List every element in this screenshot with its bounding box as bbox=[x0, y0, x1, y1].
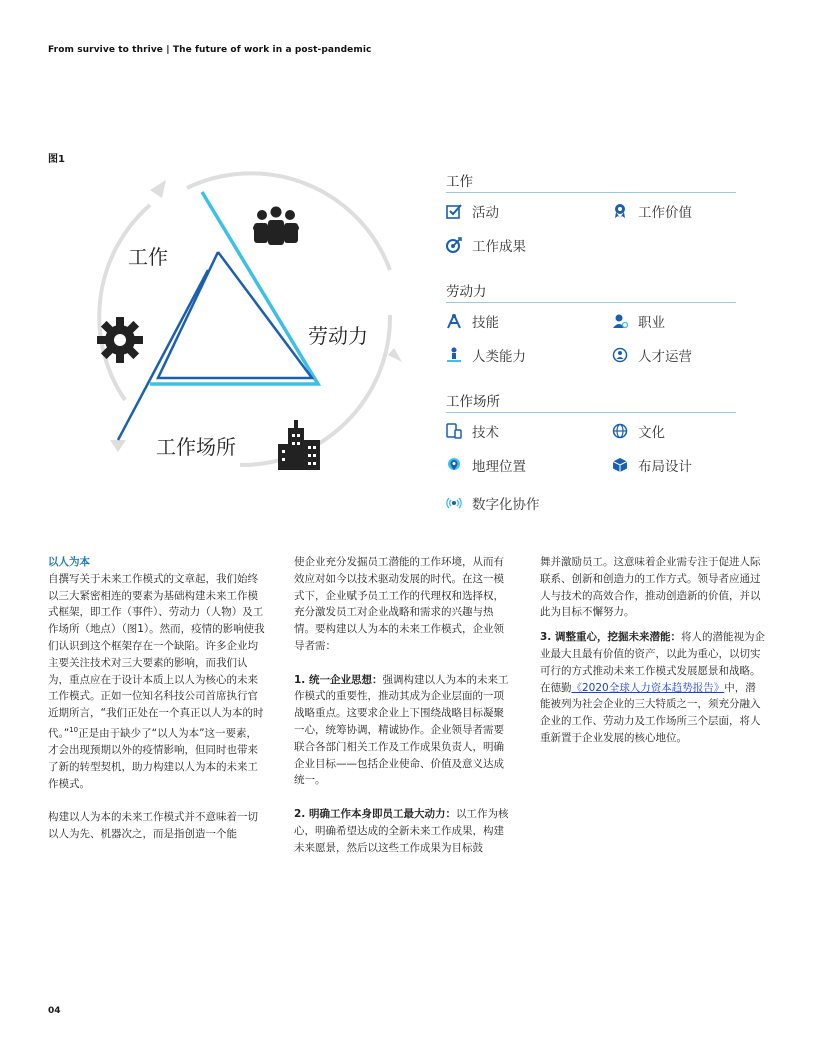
legend-item-layout-design bbox=[612, 455, 692, 475]
legend-item-technology bbox=[446, 421, 499, 441]
numbered-item bbox=[294, 672, 512, 790]
person-podium-icon bbox=[446, 347, 462, 363]
broadcast-icon bbox=[446, 495, 462, 511]
legend-item-label: 地理位置 bbox=[472, 459, 526, 475]
legend-workplace bbox=[446, 390, 736, 513]
legend-item-outcome bbox=[446, 235, 526, 255]
footnote-marker: 10 bbox=[69, 725, 79, 734]
legend-work bbox=[446, 170, 736, 255]
paragraph-text: 正是由于缺少了“以人为本”这一要素，才会出现预期以外的疫情影响，但同时也带来了新的转型契机，助力构建以人为本的未来工作模式。 bbox=[48, 727, 258, 790]
numbered-item bbox=[540, 629, 766, 747]
item-title: 2. 明确工作本身即员工最大动力： bbox=[294, 807, 456, 820]
paragraph: 使企业充分发掘员工潜能的工作环境，从而有效应对如今以技术驱动发展的时代。在这一模式下，企业赋予员工工作的代理权和选择权，充分激发员工对企业战略和需求的兴趣与热情。要构建以人为本的未来工作模式，企业领导者需： bbox=[294, 556, 504, 652]
compass-icon bbox=[446, 313, 462, 329]
target-icon bbox=[446, 237, 462, 253]
legend-item-work-value bbox=[612, 201, 692, 221]
text-column-1 bbox=[48, 554, 266, 843]
legend-workforce-items bbox=[446, 303, 736, 383]
page-number: 04 bbox=[48, 1006, 61, 1016]
legend-item-label: 活动 bbox=[472, 205, 499, 221]
legend-item-label: 职业 bbox=[638, 315, 665, 331]
report-link[interactable]: 《2020全球人力资本趋势报告》 bbox=[571, 681, 725, 694]
paragraph-text: 自撰写关于未来工作模式的文章起，我们始终以三大紧密相连的要素为基础构建未来工作模式框架，即工作（事件）、劳动力（人物）及工作场所（地点）（图1）。然而，疫情的影响使我们认识到这个框架存在一个缺陷。许多企业均主要关注技术对三大要素的影响，而我们认为，重点应在于设计本质上以人为核心的未来工作模式。正如一位知名科技公司首席执行官近期所言，“我们正处在一个真正以人为本的时代。” bbox=[48, 572, 265, 740]
globe-icon bbox=[612, 423, 628, 439]
legend-workforce-title: 劳动力 bbox=[446, 280, 736, 303]
gear-icon bbox=[97, 317, 143, 363]
legend-work-title: 工作 bbox=[446, 170, 736, 193]
legend-item-label: 技能 bbox=[472, 315, 499, 331]
legend-item-location bbox=[446, 455, 526, 475]
diagram-label-workplace: 工作场所 bbox=[156, 435, 236, 459]
legend-item-label: 布局设计 bbox=[638, 459, 692, 475]
people-icon bbox=[253, 207, 299, 246]
devices-icon bbox=[446, 423, 462, 439]
legend-item-label: 人类能力 bbox=[472, 349, 526, 365]
cycle-arc-left bbox=[99, 205, 150, 400]
legend-item-human-capability bbox=[446, 345, 526, 365]
person-cycle-icon bbox=[612, 347, 628, 363]
item-text: 将人的潜能视为企业最大且最有价值的资产，以此为重心，以切实可行的方式推动未来工作模式发展愿景和战略。在德勤 bbox=[540, 631, 765, 694]
legend-item-career bbox=[612, 311, 665, 331]
legend-workforce bbox=[446, 280, 736, 365]
legend-item-label: 工作价值 bbox=[638, 205, 692, 221]
paragraph: 舞并激励员工。这意味着企业需专注于促进人际联系、创新和创造力的工作方式。领导者应通过人与技术的高效合作，推动创造新的价值，并以此为目标不懈努力。 bbox=[540, 556, 761, 619]
diagram-label-workforce: 劳动力 bbox=[308, 324, 368, 348]
text-column-3 bbox=[540, 554, 766, 747]
figure-label: 图1 bbox=[48, 154, 65, 165]
legend-item-label: 文化 bbox=[638, 425, 665, 441]
item-title: 3. 调整重心，挖掘未来潜能： bbox=[540, 631, 681, 644]
framework-diagram bbox=[90, 170, 420, 470]
legend-item-label: 人才运营 bbox=[638, 349, 692, 365]
running-header: From survive to thrive | The future of work in a post-pandemic bbox=[48, 45, 372, 55]
text-column-2 bbox=[294, 554, 512, 856]
item-text: 中，潜能被列为社会企业的三大特质之一，须充分融入企业的工作、劳动力及工作场所三个层面，将人重新置于企业发展的核心地位。 bbox=[540, 681, 761, 744]
legend-item-label: 技术 bbox=[472, 425, 499, 441]
arrow-head-top bbox=[150, 180, 166, 198]
section-heading: 以人为本 bbox=[48, 556, 90, 568]
location-pin-icon bbox=[446, 457, 462, 473]
legend-work-items bbox=[446, 193, 736, 273]
legend-item-skills bbox=[446, 311, 499, 331]
buildings-icon bbox=[278, 420, 320, 470]
legend-item-culture bbox=[612, 421, 665, 441]
item-text: 强调构建以人为本的未来工作模式的重要性，推动其成为企业层面的一项战略重点。这要求企业上下围绕战略目标凝聚一心，统筹协调，精诚协作。企业领导者需要联合各部门相关工作及工作成果负责人，明确企业目标——包括企业使命、价值及意义达成统一。 bbox=[294, 673, 509, 787]
legend-item-activity bbox=[446, 201, 499, 221]
cube-icon bbox=[612, 457, 628, 473]
item-title: 1. 统一企业思想： bbox=[294, 673, 383, 686]
framework-diagram-graphic bbox=[90, 170, 420, 470]
legend-item-digital-collab bbox=[446, 493, 540, 513]
triangle-dark bbox=[158, 252, 312, 378]
person-badge-icon bbox=[612, 313, 628, 329]
numbered-item bbox=[294, 806, 512, 856]
legend-item-talent-ops bbox=[612, 345, 692, 365]
legend-workplace-title: 工作场所 bbox=[446, 390, 736, 413]
arrow-head-right bbox=[388, 348, 402, 362]
legend-item-label: 工作成果 bbox=[472, 239, 526, 255]
paragraph bbox=[48, 571, 266, 793]
triangle-light bbox=[150, 192, 318, 384]
checkbox-icon bbox=[446, 203, 462, 219]
legend-workplace-items bbox=[446, 413, 736, 533]
item-text: 以工作为核心，明确希望达成的全新未来工作成果，构建未来愿景，然后以这些工作成果为目标鼓 bbox=[294, 807, 509, 854]
award-icon bbox=[612, 203, 628, 219]
paragraph: 构建以人为本的未来工作模式并不意味着一切以人为先、机器次之，而是指创造一个能 bbox=[48, 811, 258, 841]
diagram-label-work: 工作 bbox=[128, 245, 168, 269]
legend-item-label: 数字化协作 bbox=[472, 497, 540, 513]
arrow-head-bottom bbox=[110, 440, 126, 452]
